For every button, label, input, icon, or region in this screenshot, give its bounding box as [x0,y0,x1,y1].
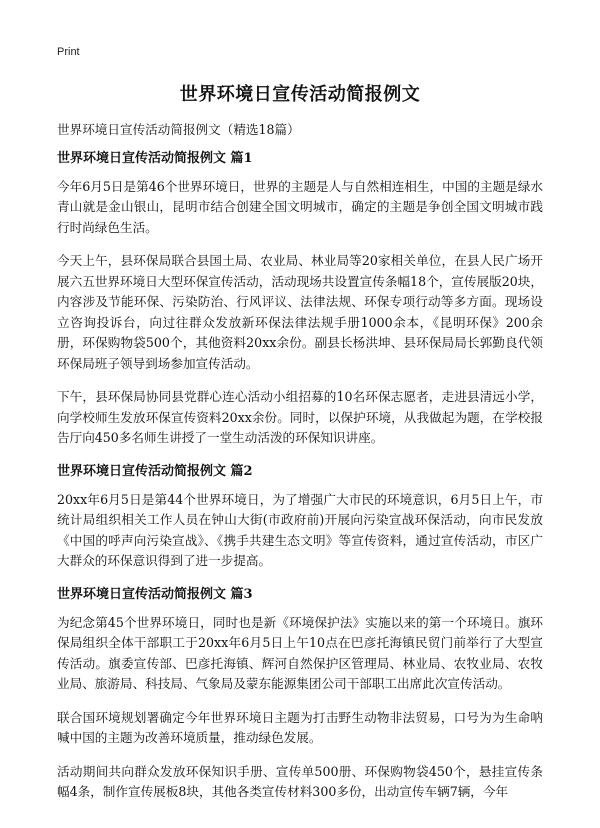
section-3 [57,585,543,803]
page-title: 世界环境日宣传活动简报例文 [179,84,421,105]
section-2 [57,462,543,572]
document-body [57,120,543,816]
section-heading: 世界环境日宣传活动简报例文 篇2 [57,463,253,479]
paragraph: 20xx年6月5日是第44个世界环境日，为了增强广大市民的环境意识，6月5日上午，市统计局组织相关工作人员在钟山大街(市政府前)开展向污染宣战环保活动，向市民发放《中国的呼声向污染宣战》、《携手共建生态文明》等宣传资料，通过宣传活动，市区广大群众的环保意识得到了进一步提高。 [57,491,543,568]
paragraph: 为纪念第45个世界环境日，同时也是新《环境保护法》实施以来的第一个环境日。旗环保局组织全体干部职工于20xx年6月5日上午10点在巴彦托海镇民贸门前举行了大型宣传活动。旗委宣传部、巴彦托海镇、辉河自然保护区管理局、林业局、农牧业局、农牧业局、旅游局、科技局、气象局及蒙东能源集团公司干部职工出席此次宣传活动。 [57,614,543,691]
section-heading: 世界环境日宣传活动简报例文 篇3 [57,586,253,602]
print-link[interactable]: Print [57,46,80,58]
paragraph: 活动期间共向群众发放环保知识手册、宣传单500册、环保购物袋450个，悬挂宣传条幅4条，制作宣传展板8块，其他各类宣传材料300多份，出动宣传车辆7辆，今年 [57,763,543,799]
paragraph: 下午，县环保局协同县党群心连心活动小组招募的10名环保志愿者，走进县清远小学，向学校师生发放环保宣传资料20xx余份。同时，以保护环境，从我做起为题，在学校报告厅向450多名师生讲授了一堂生动活泼的环保知识讲座。 [57,389,543,445]
section-heading: 世界环境日宣传活动简报例文 篇1 [57,150,253,166]
document-subtitle: 世界环境日宣传活动简报例文（精选18篇） [57,122,300,137]
paragraph: 今天上午，县环保局联合县国土局、农业局、林业局等20家相关单位，在县人民广场开展六五世界环境日大型环保宣传活动，活动现场共设置宣传条幅18个，宣传展版20块，内容涉及节能环保、污染防治、行风评议、法律法规、环保专项行动等多方面。现场设立咨询投诉台，向过往群众发放新环保法律法规手册1000余本，《昆明环保》200余册，环保购物袋500个，其他资料20xx余份。副县长杨洪坤、县环保局局长郭勤良代领环保局班子领导到场参加宣传活动。 [57,253,543,371]
paragraph: 今年6月5日是第46个世界环境日，世界的主题是人与自然相连相生，中国的主题是绿水青山就是金山银山，昆明市结合创建全国文明城市，确定的主题是争创全国文明城市践行时尚绿色生活。 [57,178,543,235]
section-1 [57,149,543,449]
paragraph: 联合国环境规划署确定今年世界环境日主题为打击野生动物非法贸易，口号为为生命呐喊中国的主题为改善环境质量，推动绿色发展。 [57,709,543,745]
